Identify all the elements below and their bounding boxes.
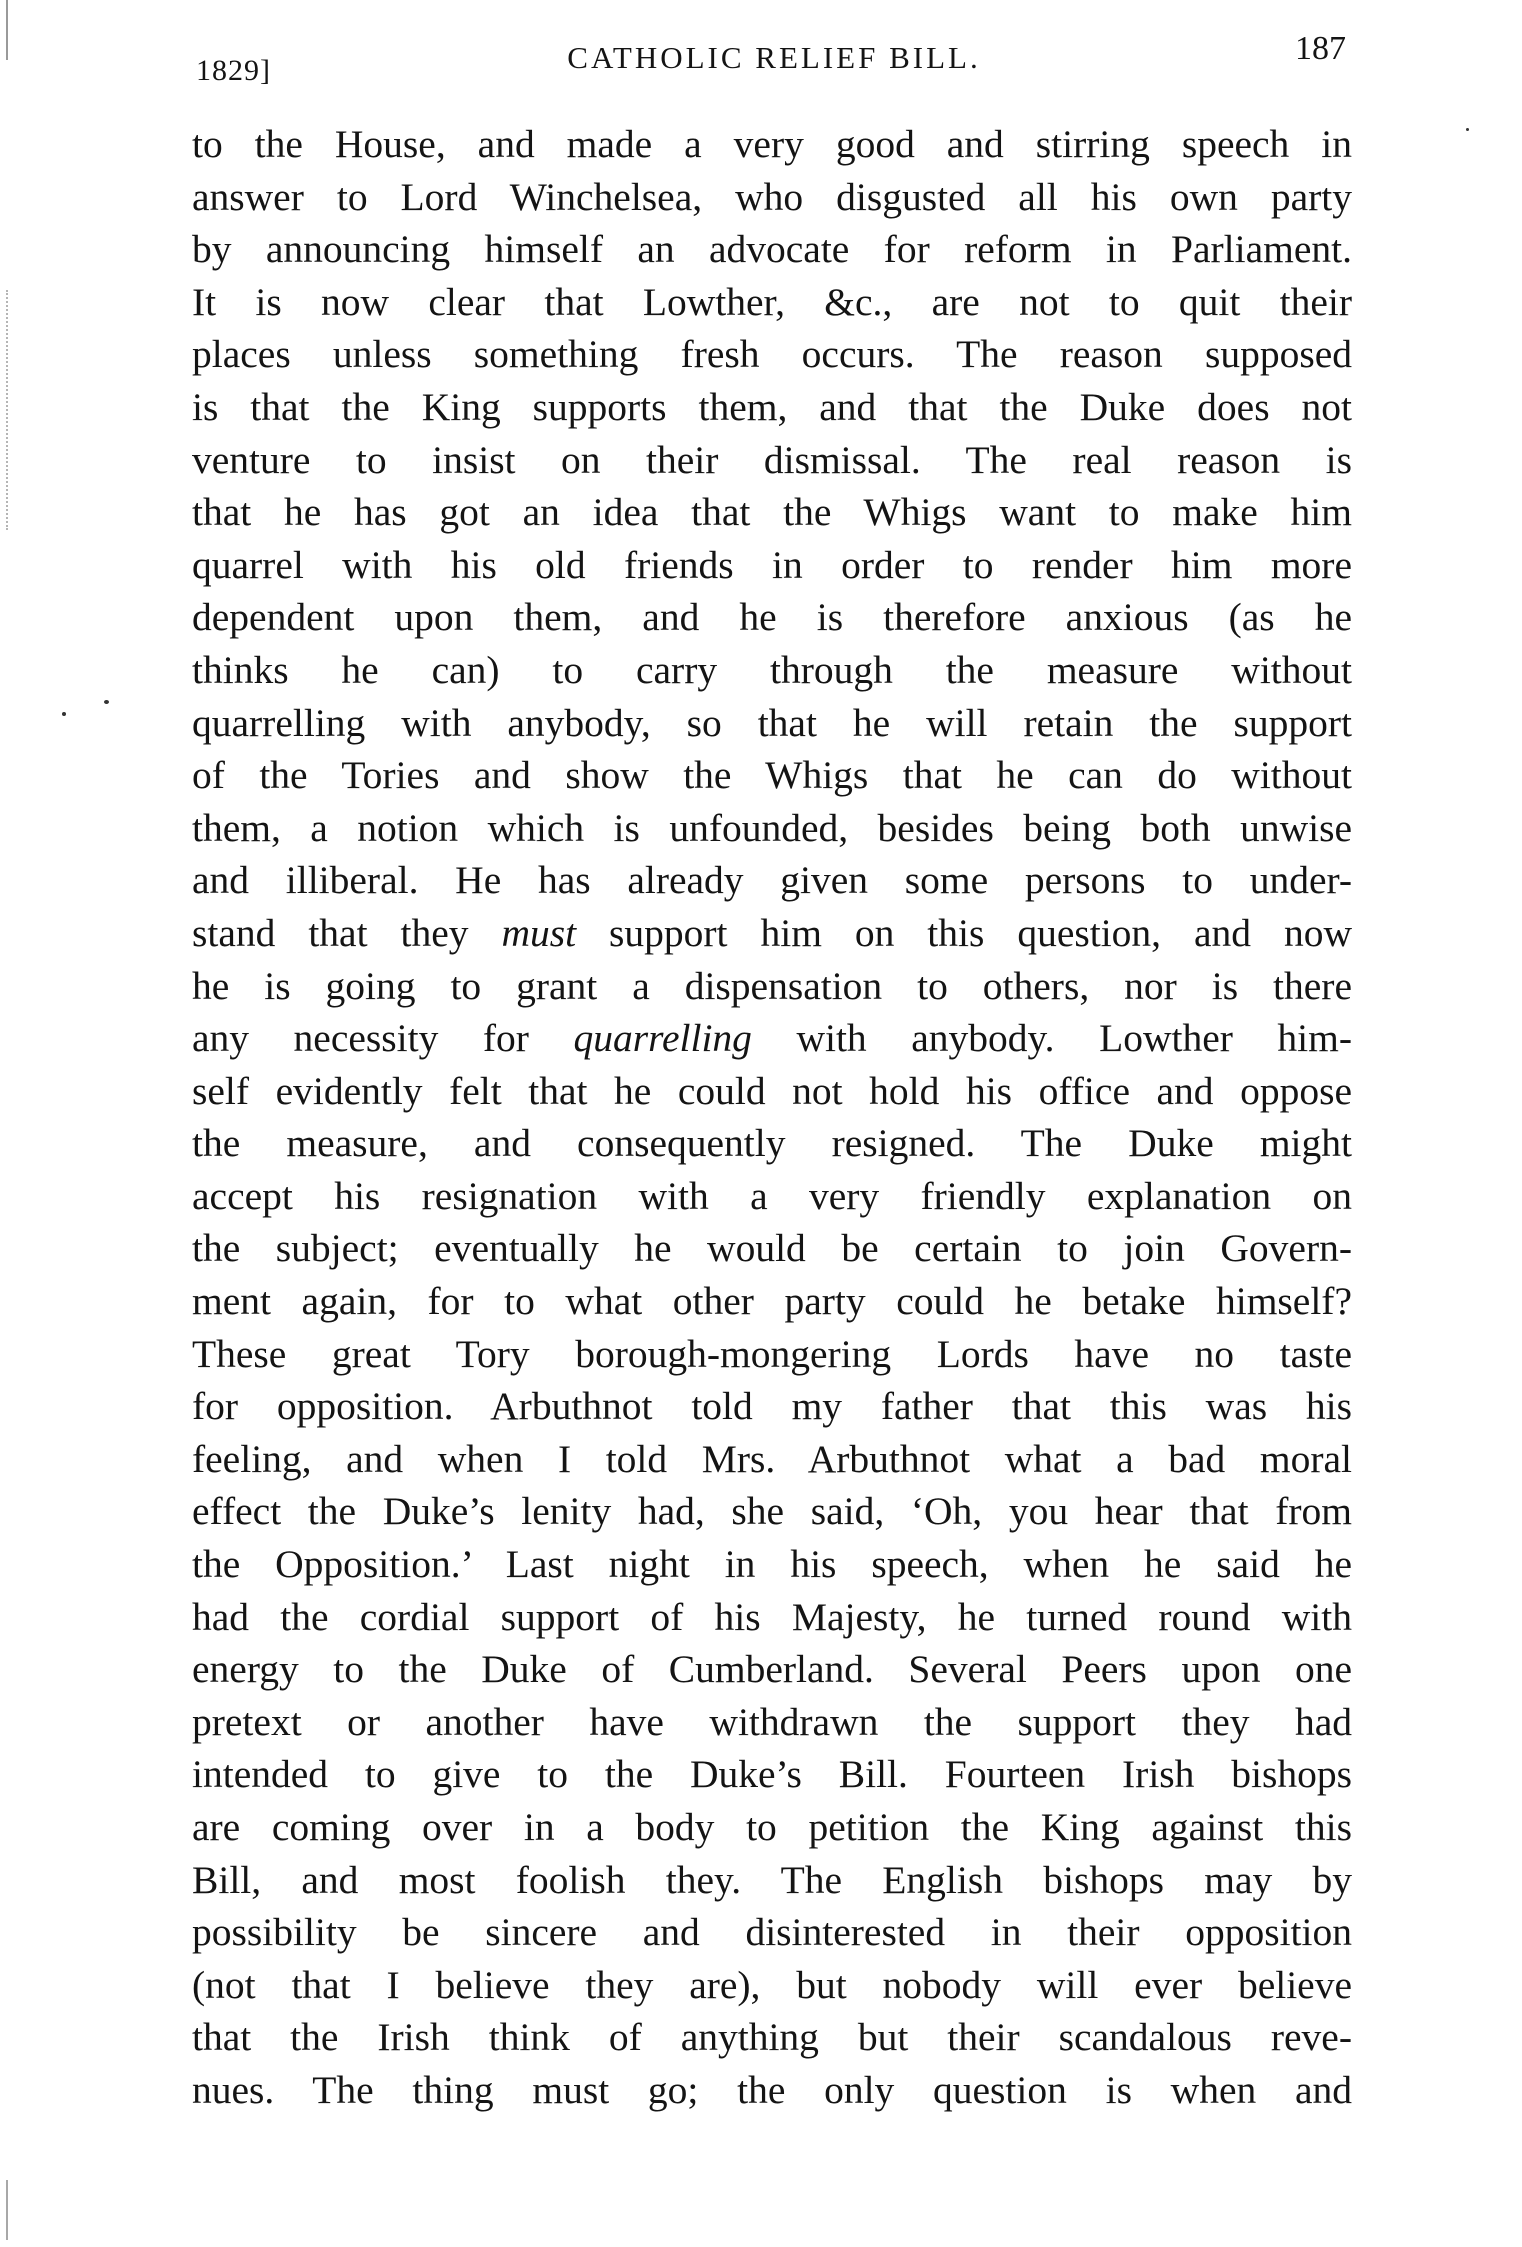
text-line: answer to Lord Winchelsea, who disgusted all his own party bbox=[192, 174, 1352, 219]
text-line: dependent upon them, and he is therefore anxious (as he bbox=[192, 595, 1352, 640]
text-line: the subject; eventually he would be certain to join Govern- bbox=[192, 1226, 1352, 1271]
text-line: is that the King supports them, and that the Duke does not bbox=[192, 384, 1352, 429]
text-line: quarrel with his old friends in order to render him more bbox=[192, 542, 1352, 587]
text-line: thinks he can) to carry through the measure without bbox=[192, 647, 1352, 692]
text-line: ment again, for to what other party could he betake himself? bbox=[192, 1279, 1352, 1324]
scan-edge-mark bbox=[6, 2180, 8, 2240]
text-line: Bill, and most foolish they. The English bishops may by bbox=[192, 1857, 1352, 1902]
running-title: CATHOLIC RELIEF BILL. bbox=[567, 40, 981, 75]
text-line: self evidently felt that he could not hold his office and oppose bbox=[192, 1068, 1352, 1113]
text-line: These great Tory borough-mongering Lords have no taste bbox=[192, 1331, 1352, 1376]
text-line: possibility be sincere and disinterested in their opposition bbox=[192, 1910, 1352, 1955]
italic-emphasis: must bbox=[501, 910, 577, 955]
text-line: for opposition. Arbuthnot told my father that this was his bbox=[192, 1384, 1352, 1429]
text-line: of the Tories and show the Whigs that he can do without bbox=[192, 753, 1352, 798]
text-line: are coming over in a body to petition the King against this bbox=[192, 1805, 1352, 1849]
text-line: pretext or another have withdrawn the support they had bbox=[192, 1699, 1352, 1744]
text-line: the Opposition.’ Last night in his speech, when he said he bbox=[192, 1542, 1352, 1587]
text-line: any necessity for quarrelling with anybody. Lowther him- bbox=[192, 1016, 1353, 1061]
text-line: he is going to grant a dispensation to others, nor is there bbox=[192, 963, 1352, 1008]
text-line: stand that they must support him on this question, and now bbox=[192, 910, 1352, 955]
text-line: venture to insist on their dismissal. The real reason is bbox=[192, 437, 1352, 482]
text-line: intended to give to the Duke’s Bill. Fourteen Irish bishops bbox=[192, 1752, 1352, 1797]
text-line: to the House, and made a very good and stirring speech in bbox=[192, 122, 1352, 166]
text-line: nues. The thing must go; the only question is when and bbox=[192, 2067, 1352, 2112]
text-line: accept his resignation with a very friendly explanation on bbox=[192, 1173, 1352, 1218]
text-line: It is now clear that Lowther, &c., are not to quit their bbox=[192, 279, 1352, 324]
text-line: that the Irish think of anything but their scandalous reve- bbox=[192, 2015, 1352, 2060]
scan-speck bbox=[1466, 128, 1469, 131]
running-header bbox=[196, 30, 1352, 90]
scan-edge-mark bbox=[6, 0, 8, 60]
text-line: energy to the Duke of Cumberland. Several Peers upon one bbox=[192, 1647, 1352, 1692]
text-line: places unless something fresh occurs. The reason supposed bbox=[192, 332, 1352, 377]
text-line: (not that I believe they are), but nobody will ever believe bbox=[192, 1962, 1352, 2007]
text-line: that he has got an idea that the Whigs want to make him bbox=[192, 490, 1352, 535]
text-line: them, a notion which is unfounded, besides being both unwise bbox=[192, 805, 1352, 850]
text-line: and illiberal. He has already given some persons to under- bbox=[192, 858, 1352, 903]
header-year: 1829] bbox=[196, 54, 271, 87]
text-line: the measure, and consequently resigned. The Duke might bbox=[192, 1121, 1352, 1166]
text-line: quarrelling with anybody, so that he will retain the support bbox=[192, 700, 1352, 745]
page-number: 187 bbox=[1295, 30, 1346, 67]
text-line: by announcing himself an advocate for reform in Parliament. bbox=[192, 227, 1352, 272]
text-line: had the cordial support of his Majesty, he turned round with bbox=[192, 1594, 1352, 1639]
text-line: feeling, and when I told Mrs. Arbuthnot what a bad moral bbox=[192, 1436, 1352, 1481]
scan-edge-mark bbox=[6, 290, 8, 530]
body-text bbox=[192, 118, 1352, 2117]
italic-emphasis: quarrelling bbox=[573, 1016, 752, 1061]
text-line: effect the Duke’s lenity had, she said, ‘Oh, you hear that from bbox=[192, 1489, 1352, 1534]
scan-speck bbox=[62, 712, 66, 716]
scan-speck bbox=[104, 700, 109, 704]
